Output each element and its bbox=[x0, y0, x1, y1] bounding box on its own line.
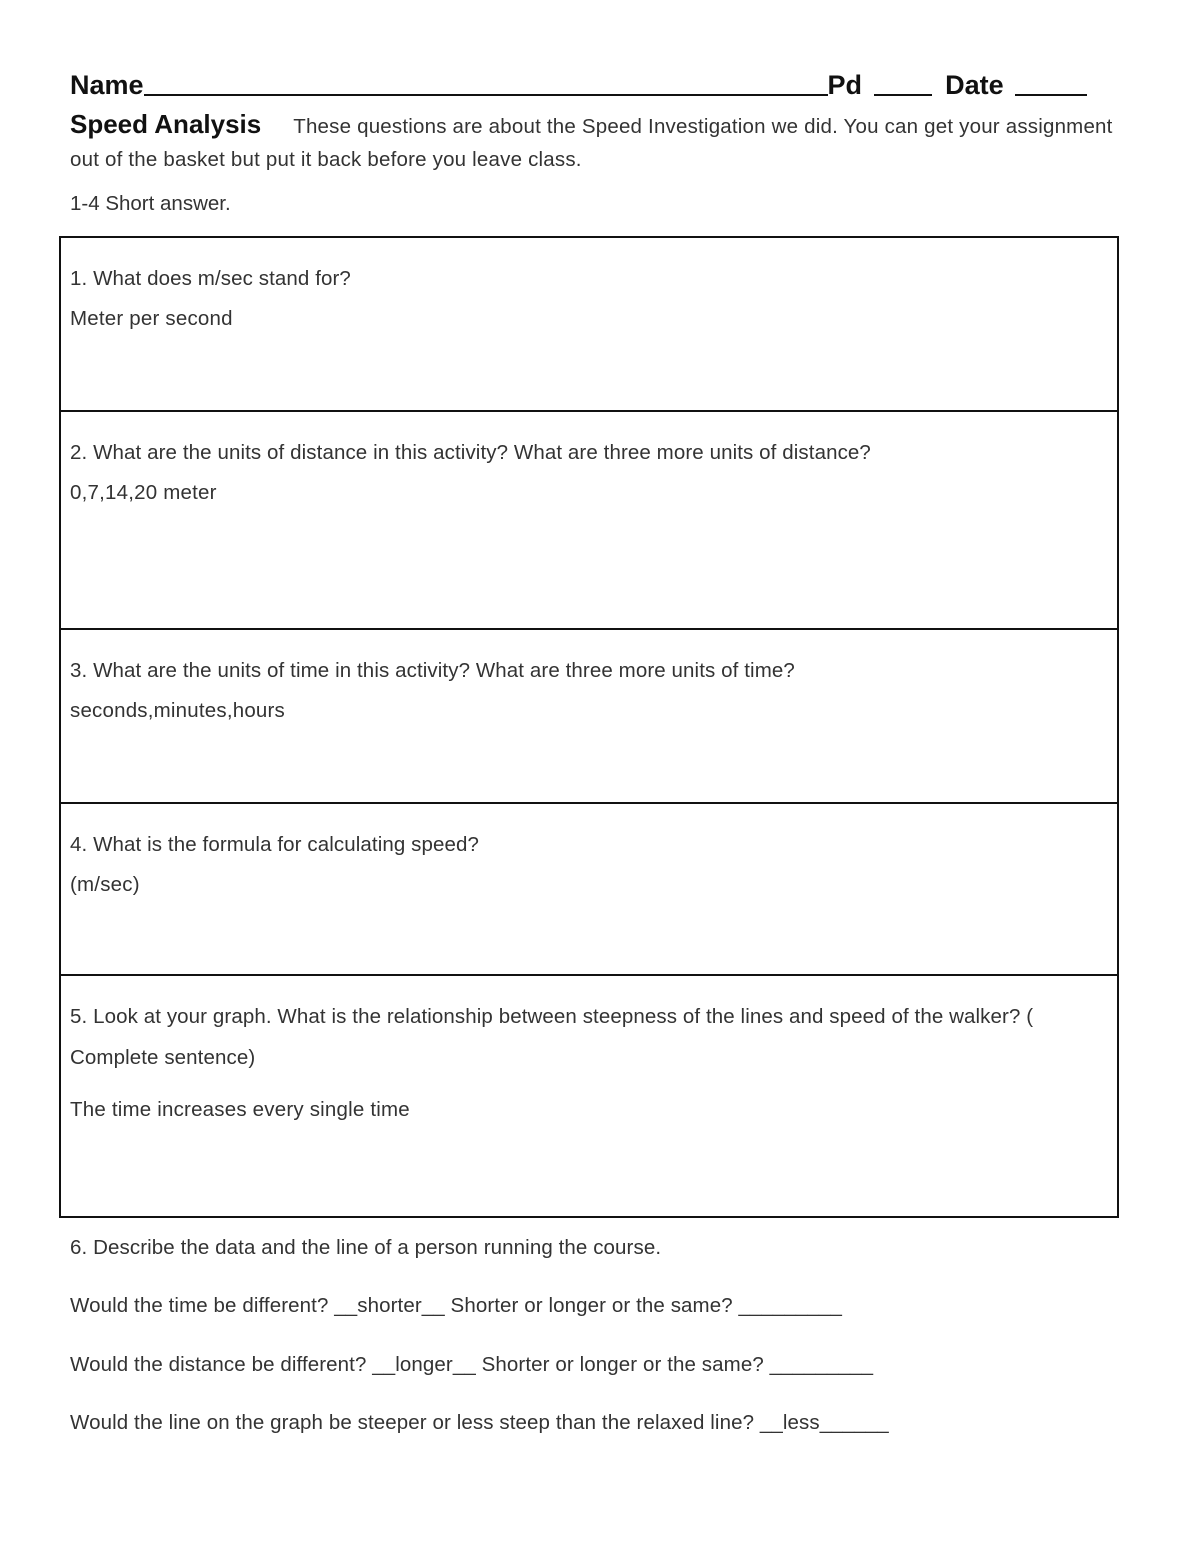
question-row bbox=[61, 976, 1117, 1216]
pd-label: Pd bbox=[827, 70, 863, 100]
question-row bbox=[61, 412, 1117, 630]
answer-text: Meter per second bbox=[70, 307, 233, 330]
page-title: Speed Analysis bbox=[70, 109, 262, 139]
header-line bbox=[70, 70, 1087, 101]
question-text: 1. What does m/sec stand for? bbox=[70, 267, 351, 290]
part6-distance-line: Would the distance be different? __longer__ Shorter or longer or the same? _________ bbox=[70, 1353, 874, 1376]
date-blank bbox=[1015, 94, 1087, 96]
part6-time-line: Would the time be different? __shorter__ Shorter or longer or the same? _________ bbox=[70, 1294, 843, 1317]
section-label: 1-4 Short answer. bbox=[70, 192, 231, 215]
part6-steepness-line: Would the line on the graph be steeper or less steep than the relaxed line? __less______ bbox=[70, 1411, 889, 1434]
answer-text: (m/sec) bbox=[70, 873, 140, 896]
question-table bbox=[59, 236, 1119, 1218]
answer-text: 0,7,14,20 meter bbox=[70, 481, 217, 504]
pd-blank bbox=[874, 94, 932, 96]
name-label: Name bbox=[70, 70, 144, 100]
part6-prompt: 6. Describe the data and the line of a person running the course. bbox=[70, 1236, 662, 1259]
title-block bbox=[70, 108, 1140, 176]
question-row bbox=[61, 238, 1117, 412]
intro-text: These questions are about the Speed Investigation we did. You can get your assignment out of the basket but put it back before you leave class. bbox=[70, 115, 1113, 171]
answer-text: seconds,minutes,hours bbox=[70, 699, 286, 722]
question-text: 3. What are the units of time in this activity? What are three more units of time? bbox=[70, 659, 795, 682]
date-label: Date bbox=[945, 70, 1004, 100]
question-row bbox=[61, 804, 1117, 976]
answer-text: The time increases every single time bbox=[70, 1098, 410, 1121]
question-text: 5. Look at your graph. What is the relationship between steepness of the lines and speed of the walker? ( Complete sentence) bbox=[70, 1005, 1034, 1069]
question-text: 4. What is the formula for calculating speed? bbox=[70, 833, 480, 856]
question-text: 2. What are the units of distance in this activity? What are three more units of distance? bbox=[70, 441, 871, 464]
question-row bbox=[61, 630, 1117, 804]
name-blank bbox=[144, 94, 828, 96]
